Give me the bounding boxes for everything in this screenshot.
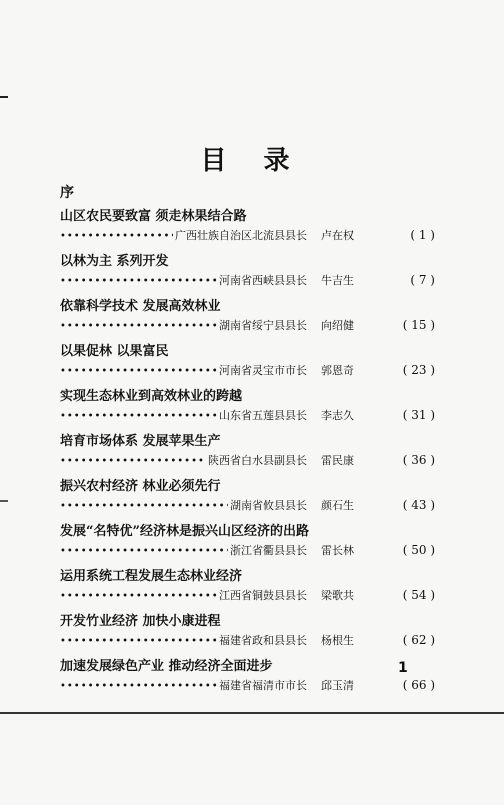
entry-author: 郭恩奇 — [321, 364, 354, 377]
entry-title: 依靠科学技术 发展高效林业 — [60, 299, 221, 314]
entry-place: 河南省灵宝市市长 — [219, 364, 307, 377]
entry-place: 山东省五莲县县长 — [219, 409, 307, 422]
entry-line — [60, 272, 435, 288]
entry-author: 颜石生 — [321, 499, 354, 512]
entry-page: ( 66 ) — [402, 678, 435, 692]
entry-author: 雷长林 — [321, 544, 354, 557]
entry-page: ( 54 ) — [402, 588, 435, 602]
entry-line — [60, 497, 435, 513]
entry-title: 发展“名特优”经济林是振兴山区经济的出路 — [60, 524, 309, 539]
entry-line — [60, 542, 435, 558]
toc-entry[interactable] — [60, 430, 440, 475]
entry-author: 杨根生 — [321, 634, 354, 647]
entry-place: 陕西省白水县副县长 — [208, 454, 307, 467]
entry-page: ( 36 ) — [402, 453, 435, 467]
entry-page: ( 23 ) — [402, 363, 435, 377]
leader-dots — [60, 546, 228, 557]
page-title: 目 录 — [200, 146, 304, 176]
leader-dots — [60, 276, 217, 287]
leader-dots — [60, 501, 228, 512]
entry-line — [60, 362, 435, 378]
toc-entry[interactable] — [60, 385, 440, 430]
entry-author: 梁歌共 — [321, 589, 354, 602]
toc-entry[interactable] — [60, 340, 440, 385]
page-number: 1 — [398, 660, 408, 676]
toc-entry[interactable] — [60, 565, 440, 610]
entry-title: 以林为主 系列开发 — [60, 254, 169, 269]
toc-entry[interactable] — [60, 295, 440, 340]
entry-place: 广西壮族自治区北流县县长 — [175, 229, 307, 242]
entry-author: 李志久 — [321, 409, 354, 422]
leader-dots — [60, 681, 217, 692]
entry-line — [60, 632, 435, 648]
entry-title: 振兴农村经济 林业必须先行 — [60, 479, 221, 494]
entry-title: 培育市场体系 发展苹果生产 — [60, 434, 221, 449]
entry-page: ( 50 ) — [402, 543, 435, 557]
entry-page: ( 15 ) — [402, 318, 435, 332]
entry-line — [60, 587, 435, 603]
leader-dots — [60, 231, 173, 242]
leader-dots — [60, 636, 217, 647]
scan-mark — [0, 500, 8, 502]
scan-mark — [0, 96, 8, 98]
entry-line — [60, 227, 435, 243]
entry-line — [60, 452, 435, 468]
entry-line — [60, 317, 435, 333]
entry-page: ( 7 ) — [410, 273, 435, 287]
preface-heading: 序 — [60, 185, 74, 201]
entry-page: ( 62 ) — [402, 633, 435, 647]
entry-title: 加速发展绿色产业 推动经济全面进步 — [60, 659, 273, 674]
leader-dots — [60, 456, 206, 467]
leader-dots — [60, 591, 217, 602]
entry-title: 开发竹业经济 加快小康进程 — [60, 614, 221, 629]
toc-entry[interactable] — [60, 655, 440, 700]
entry-author: 卢在权 — [321, 229, 354, 242]
entry-author: 邱玉清 — [321, 679, 354, 692]
entry-title: 实现生态林业到高效林业的跨越 — [60, 389, 243, 404]
toc-entry[interactable] — [60, 250, 440, 295]
toc-entry[interactable] — [60, 205, 440, 250]
entry-line — [60, 677, 435, 693]
entry-page: ( 43 ) — [402, 498, 435, 512]
entry-line — [60, 407, 435, 423]
entry-page: ( 31 ) — [402, 408, 435, 422]
leader-dots — [60, 321, 217, 332]
entry-title: 以果促林 以果富民 — [60, 344, 169, 359]
entry-place: 浙江省衢县县长 — [230, 544, 307, 557]
entry-place: 湖南省绥宁县县长 — [219, 319, 307, 332]
entry-author: 向绍健 — [321, 319, 354, 332]
entry-place: 福建省政和县县长 — [219, 634, 307, 647]
entry-title: 山区农民要致富 须走林果结合路 — [60, 209, 247, 224]
bottom-rule — [0, 712, 504, 714]
entry-place: 湖南省攸县县长 — [230, 499, 307, 512]
entry-place: 河南省西峡县县长 — [219, 274, 307, 287]
entry-author: 雷民康 — [321, 454, 354, 467]
toc-list — [60, 205, 440, 700]
toc-entry[interactable] — [60, 610, 440, 655]
entry-title: 运用系统工程发展生态林业经济 — [60, 569, 243, 584]
entry-page: ( 1 ) — [410, 228, 435, 242]
toc-entry[interactable] — [60, 475, 440, 520]
entry-place: 江西省铜鼓县县长 — [219, 589, 307, 602]
entry-author: 牛吉生 — [321, 274, 354, 287]
entry-place: 福建省福清市市长 — [219, 679, 307, 692]
toc-entry[interactable] — [60, 520, 440, 565]
leader-dots — [60, 411, 217, 422]
leader-dots — [60, 366, 217, 377]
